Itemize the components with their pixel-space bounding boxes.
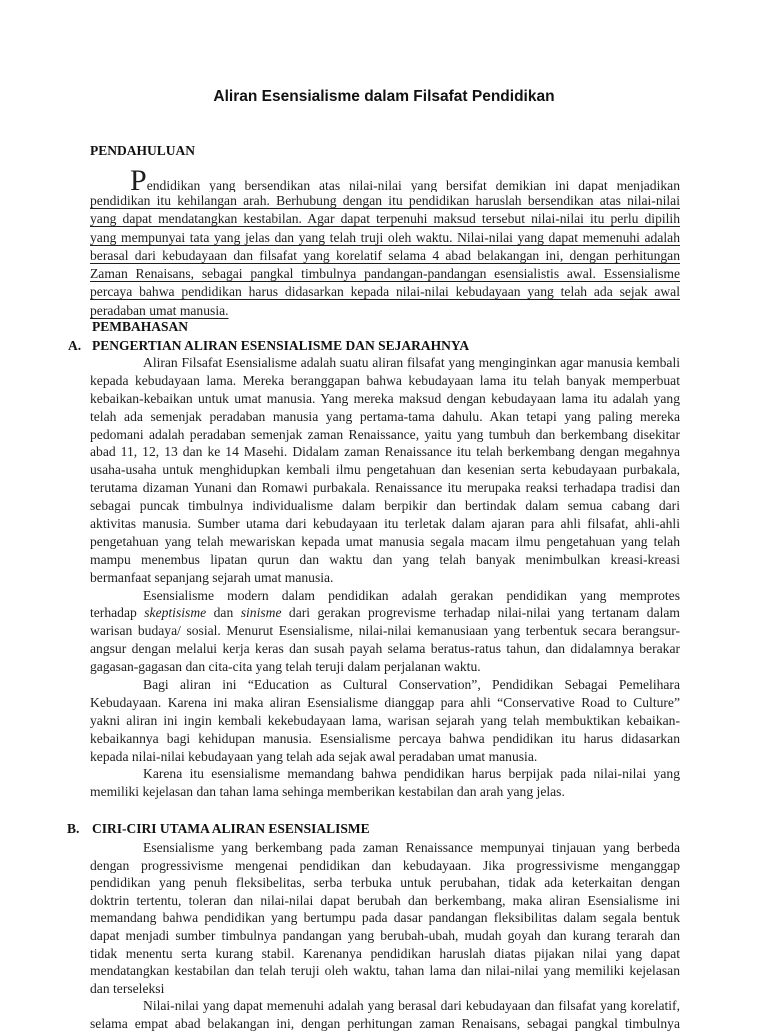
text-line: Bagi aliran ini “Education as Cultural Conservation”, Pendidikan Sebagai Pemelihara [143, 677, 680, 693]
text-segment: dari gerakan progrevisme terhadap nilai-nilai yang tertanam dalam [281, 605, 680, 621]
text-line: Esensialisme modern dalam pendidikan adalah gerakan pendidikan yang memprotes [143, 587, 680, 603]
text-line: Aliran Filsafat Esensialisme adalah suatu aliran filsafat yang menginginkan agar manusia kembali [143, 355, 680, 370]
text-line: memandang bahwa pendidikan yang bertumpu pada dasar pandangan fleksibilitas dalam segala bentuk [90, 910, 680, 926]
heading-pembahasan: PEMBAHASAN [92, 319, 189, 334]
text-segment: endidikan yang bersendikan atas nilai-nilai yang bersifat demikian ini dapat menjadikan [146, 178, 680, 192]
text-line: warisan budaya/ sosial. Menurut Esensialisme, nilai-nilai kemanusiaan yang terbentuk secara berangsur- [90, 623, 680, 639]
paragraph [90, 997, 680, 1032]
text-line: Karena itu esensialisme memandang bahwa pendidikan harus berpijak pada nilai-nilai yang [143, 766, 680, 782]
text-line: Kebudayaan. Karena ini maka aliran Esensialisme dianggap para ahli “Conservative Road to Culture” [90, 694, 680, 710]
italic-term: sinisme [240, 605, 282, 621]
text-line: abad 11, 12, 13 dan ke 14 Masehi. Didalam zaman Renaissance itu telah berkembang dengan megahnya [90, 444, 680, 460]
section-a-marker: A. [68, 338, 82, 353]
italic-term: skeptisisme [144, 605, 207, 621]
heading-pendahuluan: PENDAHULUAN [90, 143, 196, 158]
text-line: dengan progressivisme mengenai pendidikan dan kebudayaan. Jika progressivisme menganggap [90, 857, 680, 873]
text-line: telah ada semenjak peradaban manusia yang pertama-tama dahulu. Akan tetapi yang paling mereka [90, 408, 680, 424]
paragraph [90, 166, 680, 320]
text-line: pendidikan itu kehilangan arah. Berhubung dengan itu pendidikan haruslah bersendikan atas nilai-nilai [90, 193, 680, 208]
text-line: sebagai puncak timbulnya individualisme dalam berpikir dan bertindak dalam semua cabang dari [90, 498, 680, 514]
text-line [90, 604, 680, 622]
text-line: doktrin tertentu, toleran dan nilai-nilai dapat berubah dan berkembang, maka aliran Esensialisme ini [90, 892, 680, 908]
paragraph [90, 354, 680, 587]
section-a-body [90, 354, 680, 801]
section-b-marker: B. [67, 821, 80, 836]
text-line: Nilai-nilai yang dapat memenuhi adalah yang berasal dari kebudayaan dan filsafat yang korelatif, [143, 998, 680, 1014]
text-line: mendatangkan kestabilan dan telah teruji oleh waktu, tahan lama dan nilai-nilai yang memiliki kejelasan [90, 963, 680, 979]
text-line: kepada kebudayaan lama. Mereka beranggapan bahwa kebudayaan lama itu telah banyak memperbuat [90, 372, 680, 388]
text-line: usaha-usaha untuk menghidupkan kembali ilmu pengetahuan dan kesenian serta kebudayaan purbakala, [90, 462, 680, 478]
text-line: terutama dizaman Yunani dan Romawi purbakala. Renaissance itu merupaka reaksi terhadapa tradisi dan [90, 480, 680, 496]
text-line: yang mempunyai tata yang jelas dan yang telah truji oleh waktu. Nilai-nilai yang dapat memenuhi adalah [90, 229, 680, 245]
text-line: yang dapat mendatangkan kestabilan. Agar dapat terpenuhi maksud tersebut nilai-nilai itu perlu dipilih [90, 211, 680, 227]
text-line: tidak menentu serta kurang stabil. Karenanya pendidikan haruslah diatas pijakan nilai yang dapat [90, 945, 680, 961]
paragraph [90, 839, 680, 997]
paragraph [90, 587, 680, 676]
document-title: Aliran Esensialisme dalam Filsafat Pendidikan [213, 88, 555, 105]
text-line: percaya bahwa pendidikan harus didasarkan kepada nilai-nilai kebudayaan yang telah ada sejak awal [90, 284, 680, 300]
text-line: gagasan-gagasan dan cita-cita yang telah teruji dalam perjalanan waktu. [90, 659, 481, 675]
text-line: angsur dengan melalui kerja keras dan susah payah selama beratus-ratus tahun, dan didalamnya berakar [90, 641, 680, 657]
text-line: mampu menembus lipatan qurun dan waktu dan yang telah banyak menimbulkan kreasi-kreasi [90, 551, 680, 567]
text-line: kebaikan-kebaikan untuk umat manusia. Yang mereka maksud dengan kebudayaan lama itu adalah yang [90, 390, 680, 406]
text-line: bermanfaat sepanjang sejarah umat manusia. [90, 569, 334, 585]
text-line: yakni aliran ini ingin kembali kekebudayaan lama, warisan sejarah yang telah membuktikan kebaikan- [90, 712, 680, 728]
text-line: aktivitas manusia. Sumber utama dari kebudayaan itu terletak dalam ajaran para ahli filsafat, ahli-ahli [90, 516, 680, 532]
text-segment: terhadap [90, 605, 145, 621]
text-line: selama empat abad belakangan ini, dengan perhitungan zaman Renaisans, sebagai pangkal timbulnya [90, 1015, 680, 1031]
intro-body [90, 166, 680, 320]
text-line: memiliki kejelasan dan tahan lama sehinga memberikan kestabilan dan arah yang jelas. [90, 784, 565, 800]
large-initial: P [130, 166, 147, 192]
section-a-heading: PENGERTIAN ALIRAN ESENSIALISME DAN SEJARAHNYA [92, 338, 470, 353]
paragraph [90, 765, 680, 801]
text-line: dan terseleksi [90, 980, 165, 996]
text-line: Zaman Renaisans, sebagai pangkal timbulnya pandangan-pandangan esensialistis awal. Essensialisme [90, 266, 680, 282]
text-line: kepada nilai-nilai kebudayaan yang telah ada sejak awal peradaban umat manusia. [90, 748, 538, 764]
text-line: dapat menjadi sumber timbulnya pandangan yang berubah-ubah, mudah goyah dan kurang terarah dan [90, 927, 680, 943]
text-line: pendidikan yang penuh fleksibelitas, serba terbuka untuk perubahan, tidak ada keterkaitan dengan [90, 875, 680, 891]
text-line: kebaikannya bagi kehidupan manusia. Esensialisme percaya bahwa pendidikan itu harus didasarkan [90, 730, 680, 746]
text-line: peradaban umat manusia. [90, 302, 229, 318]
paragraph [90, 676, 680, 765]
text-line: berasal dari kebudayaan dan filsafat yang korelatif selama 4 abad belakangan ini, dengan perhitungan [90, 247, 680, 263]
section-b-heading: CIRI-CIRI UTAMA ALIRAN ESENSIALISME [92, 821, 370, 836]
section-b-body [90, 839, 680, 1033]
text-line: pengetahuan yang telah mewariskan kepada umat manusia segala macam ilmu pengetahuan yang telah [90, 533, 680, 549]
text-line [90, 166, 680, 192]
text-segment: dan [206, 605, 241, 621]
text-line: Esensialisme yang berkembang pada zaman Renaissance mempunyai tinjauan yang berbeda [143, 840, 680, 855]
text-line: pedomani adalah peradaban semenjak zaman Renaissance, yaitu yang tumbuh dan berkembang disekitar [90, 426, 680, 442]
